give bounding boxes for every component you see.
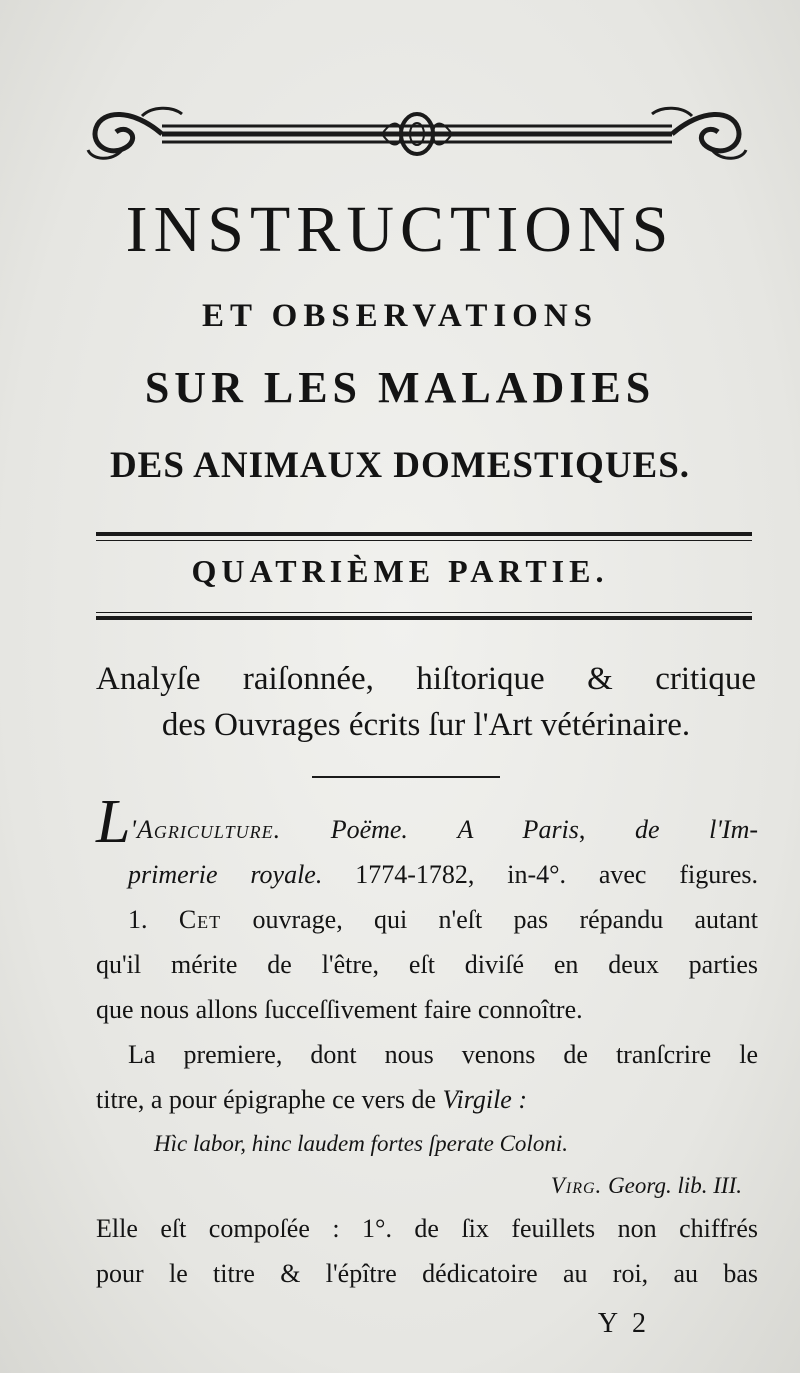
main-title: INSTRUCTIONS	[125, 193, 675, 266]
paragraph-text: titre, a pour épigraphe ce vers de	[96, 1085, 437, 1114]
section-subtitle	[96, 656, 756, 748]
epigraph-source	[96, 1166, 758, 1206]
title-line-2: ET OBSERVATIONS	[201, 298, 599, 334]
paragraph-line	[96, 897, 758, 942]
subtitle-line: Analyſe raiſonnée, hiſtorique & critique	[96, 661, 756, 697]
paragraph-line: La premiere, dont nous venons de tranſcrire le	[128, 1040, 758, 1069]
paragraph-number: 1.	[128, 905, 148, 934]
paragraph-line	[96, 1077, 758, 1122]
title-line-4: DES ANIMAUX DOMESTIQUES.	[109, 445, 691, 486]
entry-printer-2: primerie royale.	[128, 860, 323, 889]
title-line-3: SUR LES MALADIES	[144, 363, 656, 412]
paragraph-text: ouvrage, qui n'eſt pas répandu autant	[252, 905, 759, 934]
paragraph-lead: Cet	[178, 905, 222, 934]
author-name: Virgile :	[442, 1085, 527, 1114]
top-thick-rule	[96, 532, 752, 536]
epigraph-author: Virg.	[550, 1173, 603, 1198]
entry-sep: ,	[578, 815, 586, 844]
paragraph-line: Elle eſt compoſée : 1°. de ſix feuillets non chiffrés	[96, 1214, 758, 1243]
subtitle-line: des Ouvrages écrits ſur l'Art vétérinaire.	[161, 707, 691, 743]
entry-work: Poëme.	[330, 815, 408, 844]
entry-printer: de l'Im-	[635, 815, 759, 844]
paragraph-line: pour le titre & l'épître dédicatoire au roi, au bas	[96, 1259, 758, 1288]
body-text	[96, 788, 759, 1296]
entry-title: 'Agriculture.	[130, 815, 282, 844]
paragraph-line: que nous allons ſucceſſivement faire connoître.	[96, 995, 583, 1024]
epigraph-work: Georg. lib. III.	[608, 1173, 742, 1198]
entry-place: A Paris	[457, 815, 579, 844]
signature-mark: Y 2	[597, 1308, 650, 1339]
paragraph-line: qu'il mérite de l'être, eſt diviſé en deux parties	[96, 950, 758, 979]
top-thin-rule	[96, 540, 752, 541]
drop-cap: L	[96, 788, 131, 856]
section-divider	[312, 776, 500, 778]
entry-details: 1774-1782, in-4°. avec figures.	[355, 860, 759, 889]
bottom-thick-rule	[96, 616, 752, 620]
epigraph-verse: Hìc labor, hinc laudem fortes ſperate Coloni.	[154, 1131, 568, 1156]
entry-line-2	[96, 852, 758, 897]
bottom-thin-rule	[96, 612, 752, 613]
part-title: QUATRIÈME PARTIE.	[191, 553, 609, 589]
headpiece-ornament	[82, 98, 752, 170]
entry-line-1	[96, 788, 759, 856]
